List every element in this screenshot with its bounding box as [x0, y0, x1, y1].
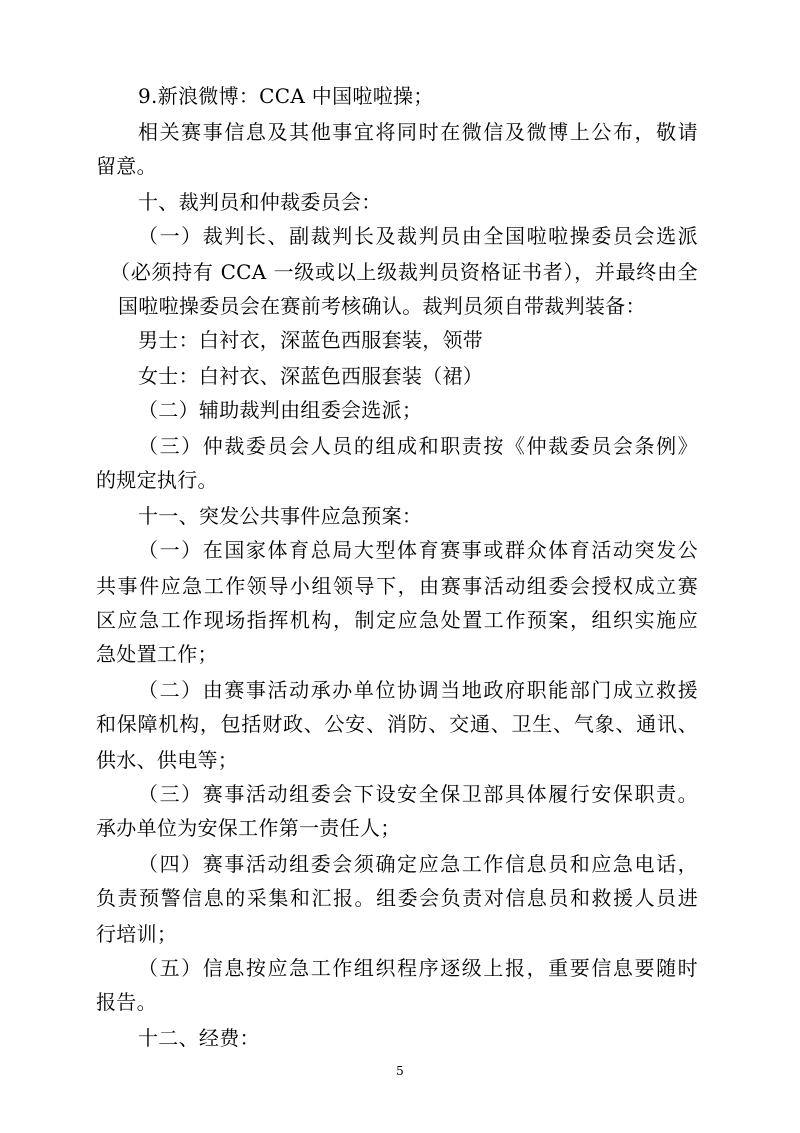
text-line: （一）在国家体育总局大型体育赛事或群众体育活动突发公 [138, 538, 698, 562]
text-line: 相关赛事信息及其他事宜将同时在微信及微博上公布，敬请 [138, 120, 698, 144]
text-line: 和保障机构，包括财政、公安、消防、交通、卫生、气象、通讯、 [96, 712, 698, 736]
text-line: （一）裁判长、副裁判长及裁判员由全国啦啦操委员会选派 [138, 224, 698, 248]
text-line: 供水、供电等； [96, 748, 239, 772]
text-line: 的规定执行。 [96, 468, 218, 492]
text-line: 9.新浪微博：CCA 中国啦啦操； [138, 84, 434, 108]
text-line: 国啦啦操委员会在赛前考核确认。裁判员须自带裁判装备： [118, 294, 646, 318]
text-line: （四）赛事活动组委会须确定应急工作信息员和应急电话， [138, 852, 698, 876]
text-line: 女士：白衬衣、深蓝色西服套装（裙） [138, 364, 484, 388]
text-line: （必须持有 CCA 一级或以上级裁判员资格证书者），并最终由全 [110, 260, 698, 284]
text-line: 留意。 [96, 154, 157, 178]
text-line: 行培训； [96, 922, 178, 946]
text-line: （三）仲裁委员会人员的组成和职责按《仲裁委员会条例》 [138, 434, 698, 458]
section-heading: 十二、经费： [138, 1026, 260, 1050]
page-number: 5 [396, 1064, 404, 1078]
text-line: 共事件应急工作领导小组领导下，由赛事活动组委会授权成立赛 [96, 574, 698, 598]
section-heading: 十、裁判员和仲裁委员会： [138, 190, 382, 214]
section-heading: 十一、突发公共事件应急预案： [138, 504, 423, 528]
text-line: 男士：白衬衣，深蓝色西服套装，领带 [138, 328, 484, 352]
text-line: 承办单位为安保工作第一责任人； [96, 816, 401, 840]
text-line: 急处置工作； [96, 642, 218, 666]
text-line: （五）信息按应急工作组织程序逐级上报，重要信息要随时 [138, 956, 698, 980]
text-line: 报告。 [96, 990, 157, 1014]
text-line: （二）由赛事活动承办单位协调当地政府职能部门成立救援 [138, 678, 698, 702]
text-line: （二）辅助裁判由组委会选派； [138, 398, 423, 422]
text-line: 区应急工作现场指挥机构，制定应急处置工作预案，组织实施应 [96, 608, 698, 632]
text-line: 负责预警信息的采集和汇报。组委会负责对信息员和救援人员进 [96, 886, 698, 910]
text-line: （三）赛事活动组委会下设安全保卫部具体履行安保职责。 [138, 782, 698, 806]
